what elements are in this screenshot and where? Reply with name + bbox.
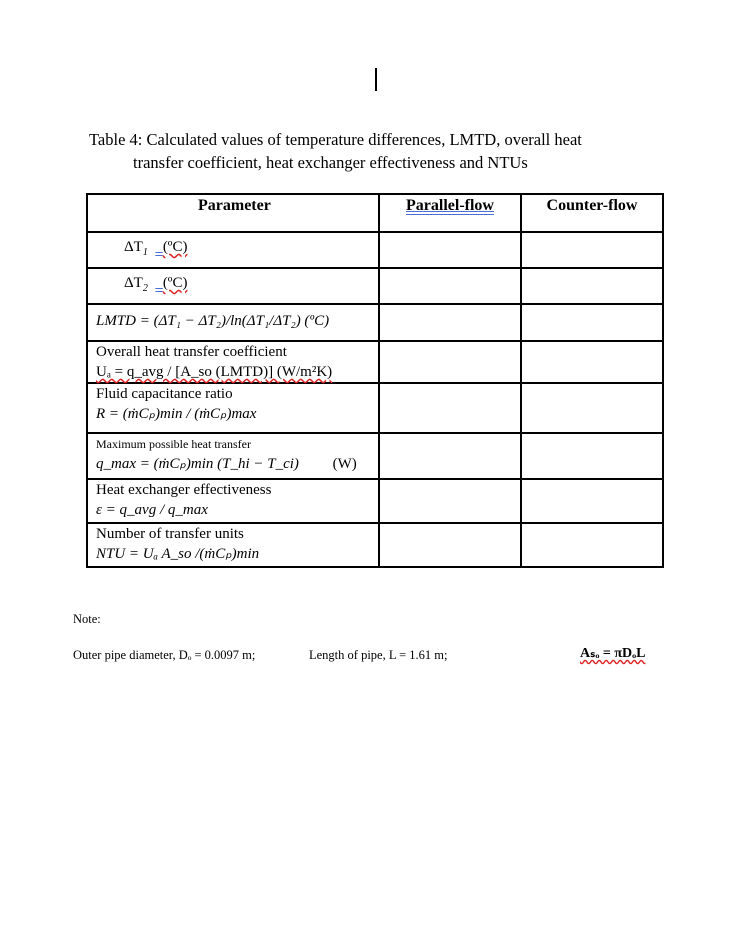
- table-row: [87, 268, 663, 304]
- row-label-dt2: $\Delta T_2$ (ºC): [87, 268, 379, 304]
- text-cursor: [375, 68, 377, 91]
- cell-parallel[interactable]: [379, 433, 521, 479]
- cell-counter[interactable]: [521, 433, 663, 479]
- cell-parallel[interactable]: [379, 341, 521, 383]
- row-label-ntu: Number of transfer units NTU = Uₐ A_so /(ṁCₚ)min: [87, 523, 379, 567]
- caption-line-2: transfer coefficient, heat exchanger effectiveness and NTUs: [133, 153, 528, 172]
- note-length: Length of pipe, L = 1.61 m;: [309, 648, 448, 662]
- cell-counter[interactable]: [521, 232, 663, 268]
- results-table: [86, 193, 664, 568]
- row-label-effectiveness: Heat exchanger effectiveness ε = q_avg / q_max: [87, 479, 379, 523]
- note-label: Note:: [73, 612, 101, 626]
- cell-counter[interactable]: [521, 383, 663, 433]
- caption-line-1: Table 4: Calculated values of temperature differences, LMTD, overall heat: [89, 130, 582, 149]
- cell-parallel[interactable]: [379, 232, 521, 268]
- table-header-row: [87, 194, 663, 232]
- note-diameter: Outer pipe diameter, Dₒ = 0.0097 m;: [73, 648, 256, 662]
- header-parallel-flow: Parallel-flow: [379, 194, 521, 232]
- table-row: [87, 341, 663, 383]
- cell-counter[interactable]: [521, 479, 663, 523]
- table-row: [87, 383, 663, 433]
- cell-parallel[interactable]: [379, 523, 521, 567]
- row-label-capacitance-ratio: Fluid capacitance ratio R = (ṁCₚ)min / (ṁCₚ)max: [87, 383, 379, 433]
- row-label-dt1: $\Delta T_1$ (ºC): [87, 232, 379, 268]
- cell-counter[interactable]: [521, 304, 663, 341]
- note-area-formula: Aₛₒ = πDₒL: [580, 646, 646, 661]
- row-label-max-heat: Maximum possible heat transfer q_max = (ṁCₚ)min (T_hi − T_ci) (W): [87, 433, 379, 479]
- row-label-overall-u: Overall heat transfer coefficient Uₐ = q_avg / [A_so (LMTD)] (W/m²K): [87, 341, 379, 383]
- table-row: [87, 523, 663, 567]
- table-row: [87, 232, 663, 268]
- cell-counter[interactable]: [521, 523, 663, 567]
- cell-parallel[interactable]: [379, 383, 521, 433]
- cell-parallel[interactable]: [379, 304, 521, 341]
- cell-parallel[interactable]: [379, 268, 521, 304]
- table-caption: [89, 128, 582, 174]
- row-label-lmtd: LMTD = (ΔT₁ − ΔT₂)/ln(ΔT₁/ΔT₂) (ºC): [87, 304, 379, 341]
- cell-parallel[interactable]: [379, 479, 521, 523]
- table-row: [87, 304, 663, 341]
- table-row: [87, 433, 663, 479]
- cell-counter[interactable]: [521, 268, 663, 304]
- table-row: [87, 479, 663, 523]
- header-counter-flow: Counter-flow: [521, 194, 663, 232]
- header-parameter: Parameter: [87, 194, 379, 232]
- cell-counter[interactable]: [521, 341, 663, 383]
